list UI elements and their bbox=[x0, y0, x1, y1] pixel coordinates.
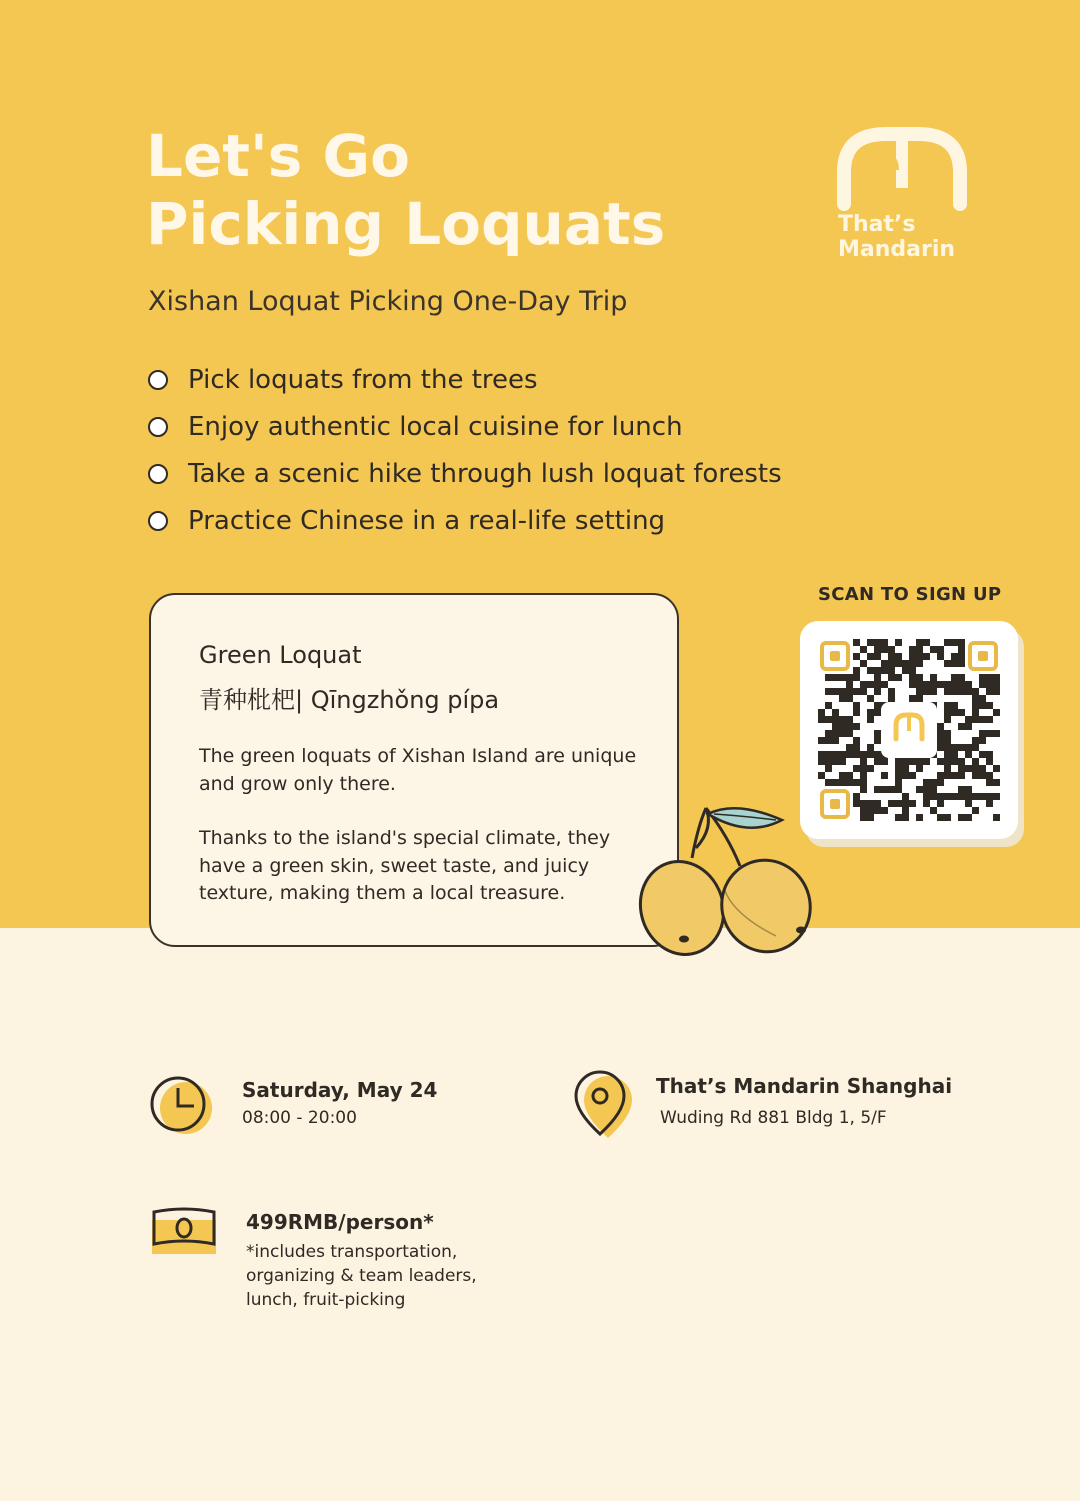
money-bill-icon bbox=[146, 1204, 222, 1260]
title-line-1: Let's Go bbox=[146, 122, 410, 190]
list-item bbox=[148, 497, 782, 544]
brand-line-1: That’s bbox=[838, 212, 916, 237]
qr-code-card[interactable] bbox=[800, 621, 1018, 839]
list-item bbox=[148, 403, 782, 450]
card-title: Green Loquat bbox=[199, 641, 362, 669]
clock-icon bbox=[148, 1074, 216, 1138]
scan-to-sign-up-label: SCAN TO SIGN UP bbox=[818, 584, 1002, 605]
bullet-circle-icon bbox=[148, 417, 168, 437]
green-loquat-info-card bbox=[149, 593, 679, 947]
card-pinyin: 青种枇杷| Qīngzhǒng pípa bbox=[199, 686, 500, 714]
bullet-circle-icon bbox=[148, 370, 168, 390]
list-item bbox=[148, 450, 782, 497]
poster-title bbox=[146, 122, 665, 258]
bullet-text: Pick loquats from the trees bbox=[188, 364, 538, 395]
bullet-text: Take a scenic hike through lush loquat forests bbox=[188, 458, 782, 489]
bullet-text: Practice Chinese in a real-life setting bbox=[188, 505, 666, 536]
price: 499RMB/person* bbox=[246, 1210, 434, 1234]
brand-line-2: Mandarin bbox=[838, 237, 956, 262]
qr-code-icon[interactable] bbox=[818, 639, 1000, 821]
location-address: Wuding Rd 881 Bldg 1, 5/F bbox=[660, 1108, 887, 1128]
location-pin-icon bbox=[570, 1070, 636, 1140]
title-line-2: Picking Loquats bbox=[146, 190, 666, 258]
bullet-circle-icon bbox=[148, 464, 168, 484]
brand-wordmark bbox=[838, 212, 955, 262]
price-note: *includes transportation, organizing & team leaders, lunch, fruit-picking bbox=[246, 1242, 477, 1310]
poster-subtitle: Xishan Loquat Picking One-Day Trip bbox=[148, 286, 628, 317]
card-paragraph-2: Thanks to the island's special climate, they have a green skin, sweet taste, and juicy texture, making them a local treasure. bbox=[199, 827, 611, 904]
loquat-fruit-illustration bbox=[636, 796, 822, 966]
bullet-circle-icon bbox=[148, 511, 168, 531]
location-name: That’s Mandarin Shanghai bbox=[656, 1074, 953, 1098]
bullet-text: Enjoy authentic local cuisine for lunch bbox=[188, 411, 683, 442]
highlights-list bbox=[148, 356, 782, 544]
card-paragraph-1: The green loquats of Xishan Island are unique and grow only there. bbox=[199, 745, 637, 795]
list-item bbox=[148, 356, 782, 403]
event-date: Saturday, May 24 bbox=[242, 1078, 438, 1102]
event-time: 08:00 - 20:00 bbox=[242, 1108, 357, 1128]
